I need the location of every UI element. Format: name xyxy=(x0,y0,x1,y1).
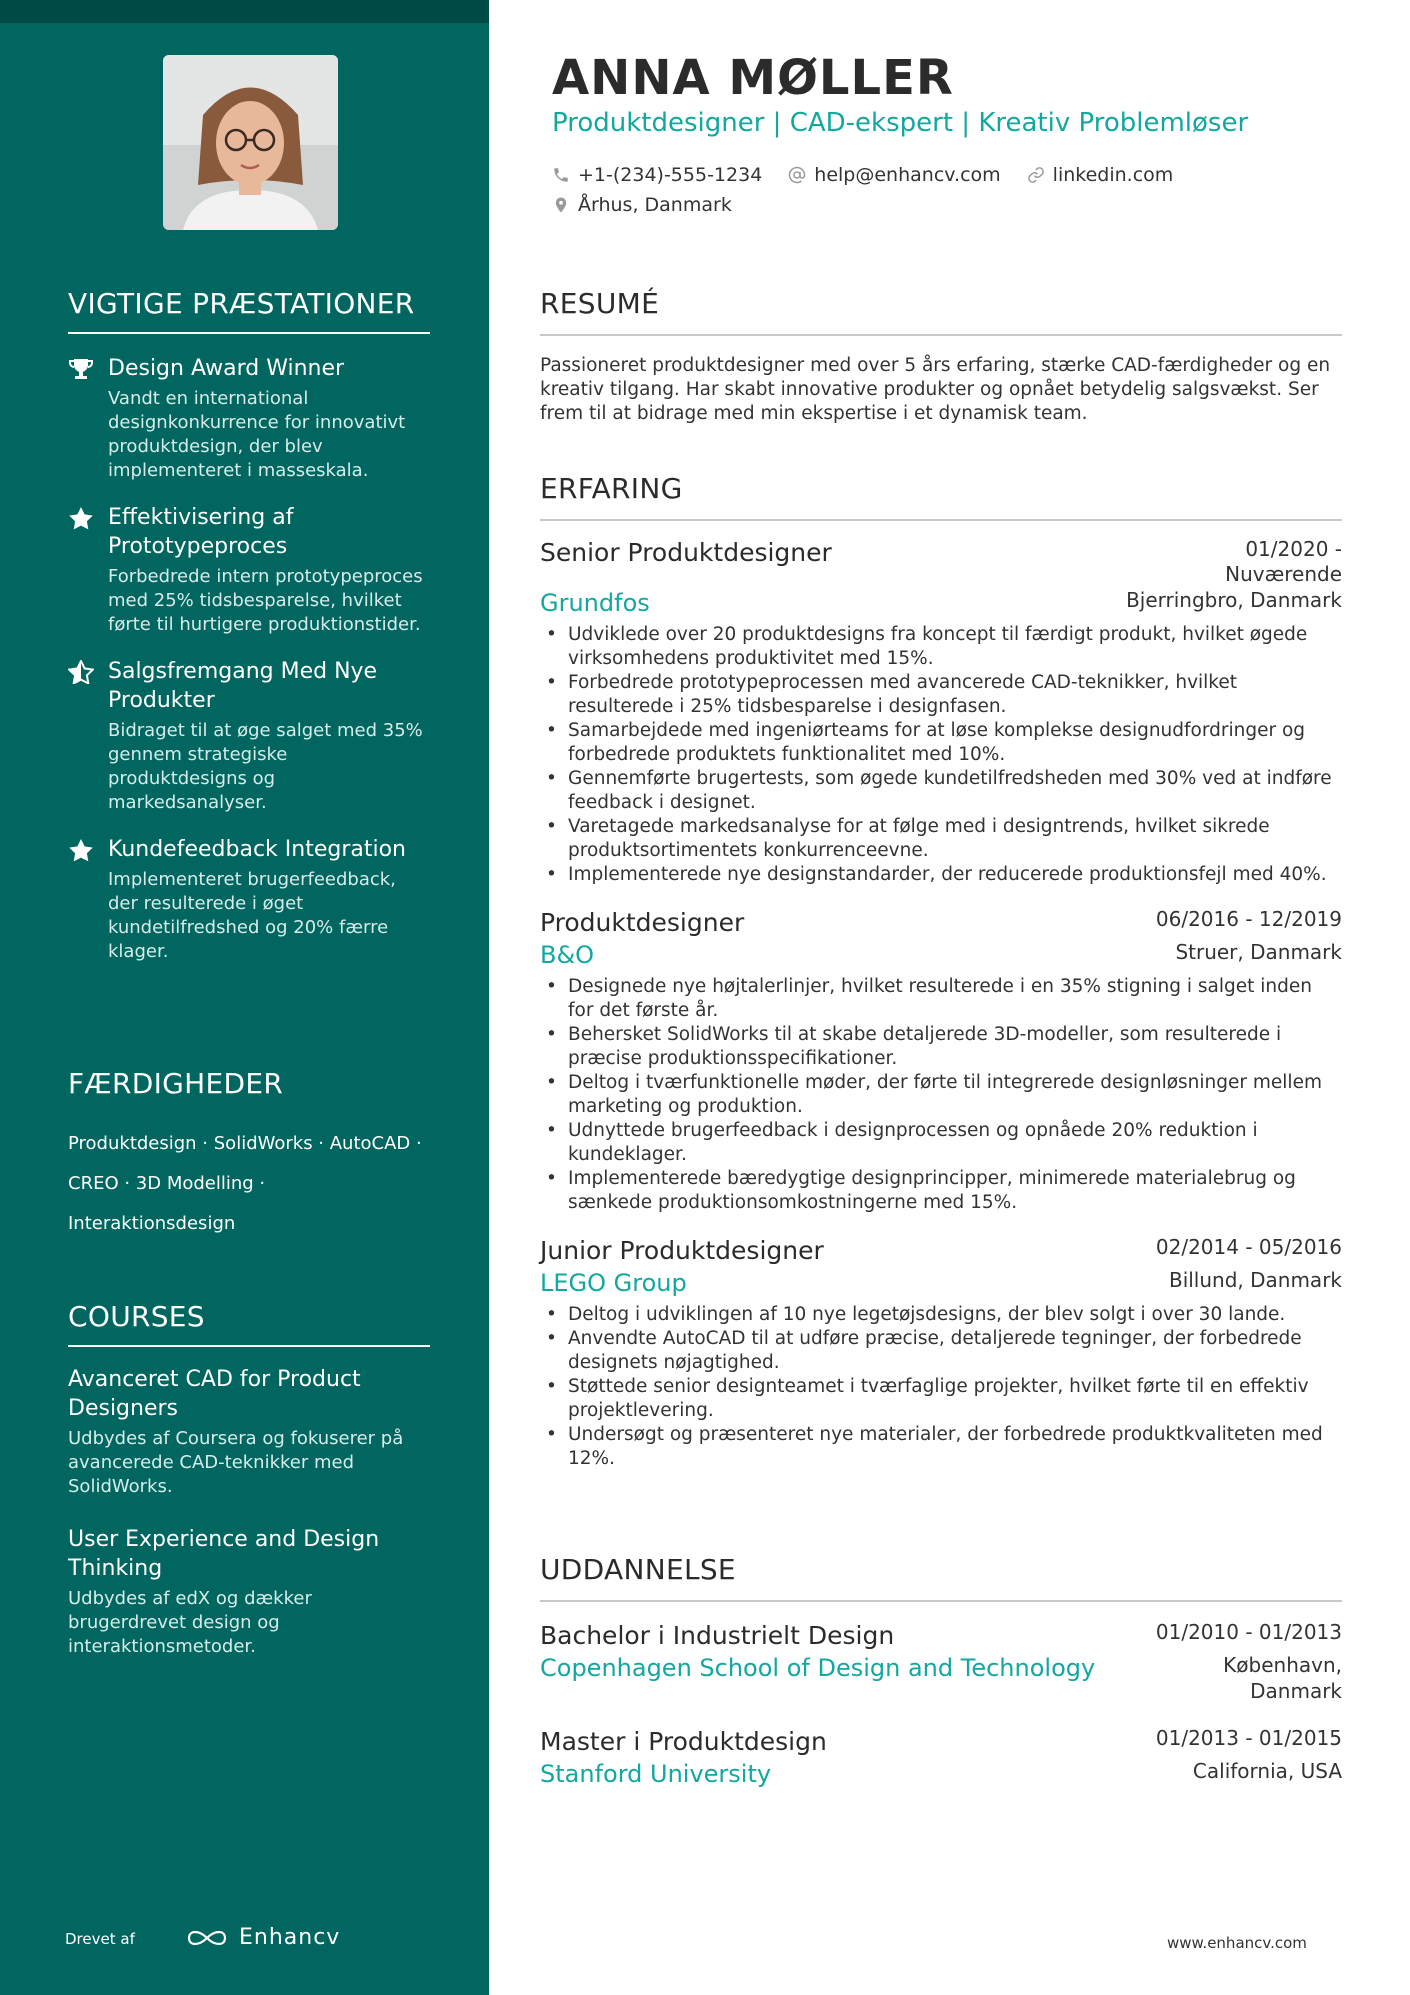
job-bullet: • Udviklede over 20 produktdesigns fra koncept til færdigt produkt, hvilket øgede virksomhedens produktivitet med 15%. xyxy=(540,623,1342,671)
job-title: Produktdesigner xyxy=(540,908,745,937)
trophy-icon xyxy=(68,357,94,381)
linkedin-text: linkedin.com xyxy=(1052,164,1174,186)
job-company: Grundfos xyxy=(540,589,650,617)
linkedin-contact[interactable] xyxy=(1027,164,1174,186)
skills-section xyxy=(68,1067,430,1244)
skills-line: Interaktionsdesign xyxy=(68,1213,236,1234)
achievement-title: Effektivisering af Prototypeproces xyxy=(108,505,294,559)
skills-line: Produktdesign · SolidWorks · AutoCAD · xyxy=(68,1133,422,1154)
job-title: Senior Produktdesigner xyxy=(540,538,832,567)
education-section xyxy=(540,1553,1342,1790)
summary-text: Passioneret produktdesigner med over 5 års erfaring, stærke CAD-færdigheder og en kreativ tilgang. Har skabt innovative produkter og opnået betydelig salgsvækst. Ser frem til at bidrage med min ekspertise i et dynamisk team. xyxy=(540,355,1331,424)
email-contact[interactable] xyxy=(788,164,1000,186)
job-bullet: • Anvendte AutoCAD til at udføre præcise, detaljerede tegninger, der forbedrede designets nøjagtighed. xyxy=(540,1327,1342,1375)
achievements-heading: VIGTIGE PRÆSTATIONER xyxy=(68,287,430,334)
location-text: Århus, Danmark xyxy=(578,194,732,216)
job-entry xyxy=(540,537,1342,887)
job-location: Bjerringbro, Danmark xyxy=(1126,588,1342,612)
job-bullet: • Deltog i tværfunktionelle møder, der førte til integrerede designløsninger mellem marketing og produktion. xyxy=(540,1071,1342,1119)
candidate-headline: Produktdesigner | CAD-ekspert | Kreativ Problemløser xyxy=(552,108,1249,138)
course-title: Avanceret CAD for Product Designers xyxy=(68,1367,361,1421)
course-description: Udbydes af edX og dækker brugerdrevet design og interaktionsmetoder. xyxy=(68,1588,312,1657)
link-icon xyxy=(1027,166,1045,184)
enhancv-logo-text: Enhancv xyxy=(239,1925,341,1950)
location-contact xyxy=(552,194,732,216)
job-company: LEGO Group xyxy=(540,1269,687,1297)
achievement-item xyxy=(68,835,430,964)
sidebar-top-bar xyxy=(0,0,489,23)
job-bullet: • Samarbejdede med ingeniørteams for at løse komplekse designudfordringer og forbedrede produktets funktionalitet med 10%. xyxy=(540,719,1342,767)
enhancv-logo-icon xyxy=(185,1927,229,1949)
courses-heading: COURSES xyxy=(68,1300,430,1347)
job-entry xyxy=(540,1235,1342,1471)
job-bullets xyxy=(540,975,1342,1215)
education-degree: Master i Produktdesign xyxy=(540,1727,827,1756)
sidebar xyxy=(0,0,489,1995)
powered-by-label: Drevet af xyxy=(65,1930,135,1948)
skills-line: CREO · 3D Modelling · xyxy=(68,1173,266,1194)
course-title: User Experience and Design Thinking xyxy=(68,1527,380,1581)
job-bullet: • Implementerede bæredygtige designprincipper, minimerede materialebrug og sænkede produktionsomkostningerne med 15%. xyxy=(540,1167,1342,1215)
contact-info xyxy=(552,160,1342,220)
star-icon xyxy=(68,506,94,530)
job-bullet: • Udnyttede brugerfeedback i designprocessen og opnåede 20% reduktion i kundeklager. xyxy=(540,1119,1342,1167)
course-item xyxy=(68,1525,430,1659)
job-date: 01/2020 - Nuværende xyxy=(1225,537,1342,586)
course-description: Udbydes af Coursera og fokuserer på avancerede CAD-teknikker med SolidWorks. xyxy=(68,1428,404,1497)
education-entry xyxy=(540,1726,1342,1790)
education-degree: Bachelor i Industrielt Design xyxy=(540,1621,895,1650)
job-date: 02/2014 - 05/2016 xyxy=(1155,1235,1342,1259)
education-date: 01/2013 - 01/2015 xyxy=(1155,1726,1342,1750)
education-entry xyxy=(540,1620,1342,1704)
job-company: B&O xyxy=(540,941,595,969)
experience-section xyxy=(540,472,1342,1471)
course-item xyxy=(68,1365,430,1499)
job-bullet: • Gennemførte brugertests, som øgede kundetilfredsheden med 30% ved at indføre feedback i designet. xyxy=(540,767,1342,815)
job-bullet: • Støttede senior designteamet i tværfaglige projekter, hvilket førte til en effektiv projektlevering. xyxy=(540,1375,1342,1423)
star-icon xyxy=(68,838,94,862)
job-location: Struer, Danmark xyxy=(1175,940,1342,964)
achievement-description: Forbedrede intern prototypeproces med 25% tidsbesparelse, hvilket førte til hurtigere produktionstider. xyxy=(108,566,423,635)
footer-url[interactable]: www.enhancv.com xyxy=(1167,1934,1307,1952)
achievement-item xyxy=(68,354,430,483)
job-bullet: • Deltog i udviklingen af 10 nye legetøjsdesigns, der blev solgt i over 30 lande. xyxy=(540,1303,1342,1327)
job-bullets xyxy=(540,1303,1342,1471)
location-pin-icon xyxy=(552,196,570,214)
achievement-title: Design Award Winner xyxy=(108,356,345,381)
job-date: 06/2016 - 12/2019 xyxy=(1155,907,1342,931)
job-location: Billund, Danmark xyxy=(1168,1268,1342,1292)
email-text: help@enhancv.com xyxy=(814,164,1001,186)
experience-heading: ERFARING xyxy=(540,472,1342,521)
courses-section xyxy=(68,1300,430,1659)
skills-list xyxy=(68,1124,430,1244)
job-bullet: • Implementerede nye designstandarder, der reducerede produktionsfejl med 40%. xyxy=(540,863,1342,887)
job-bullet: • Behersket SolidWorks til at skabe detaljerede 3D-modeller, som resulterede i præcise produktionsspecifikationer. xyxy=(540,1023,1342,1071)
achievement-title: Kundefeedback Integration xyxy=(108,837,406,862)
job-bullet: • Undersøgt og præsenteret nye materialer, der forbedrede produktkvaliteten med 12%. xyxy=(540,1423,1342,1471)
job-bullet: • Varetagede markedsanalyse for at følge med i designtrends, hvilket sikrede produktsortimentets konkurrenceevne. xyxy=(540,815,1342,863)
job-title: Junior Produktdesigner xyxy=(540,1236,824,1265)
achievement-description: Vandt en international designkonkurrence for innovativt produktdesign, der blev implementeret i masseskala. xyxy=(108,388,406,481)
education-school: Copenhagen School of Design and Technology xyxy=(540,1654,1096,1682)
phone-icon xyxy=(552,166,570,184)
achievement-title: Salgsfremgang Med Nye Produkter xyxy=(108,659,378,713)
education-school: Stanford University xyxy=(540,1760,772,1788)
phone-text: +1-(234)-555-1234 xyxy=(578,164,763,186)
profile-photo xyxy=(163,55,338,230)
at-icon xyxy=(788,166,806,184)
enhancv-logo[interactable] xyxy=(185,1925,340,1950)
achievement-description: Bidraget til at øge salget med 35% gennem strategiske produktdesigns og markedsanalyser. xyxy=(108,720,423,813)
achievement-description: Implementeret brugerfeedback, der resulterede i øget kundetilfredshed og 20% færre klager. xyxy=(108,869,396,962)
candidate-name: ANNA MØLLER xyxy=(552,50,954,106)
phone-contact[interactable] xyxy=(552,164,762,186)
half-star-icon xyxy=(68,660,94,684)
education-location: California, USA xyxy=(1192,1759,1342,1783)
job-bullet: • Designede nye højtalerlinjer, hvilket resulterede i en 35% stigning i salget inden for det første år. xyxy=(540,975,1342,1023)
achievements-section xyxy=(68,287,430,964)
skills-heading: FÆRDIGHEDER xyxy=(68,1067,284,1100)
education-location: København, Danmark xyxy=(1223,1653,1342,1703)
job-bullets xyxy=(540,623,1342,887)
job-bullet: • Forbedrede prototypeprocessen med avancerede CAD-teknikker, hvilket resulterede i 25% tidsbesparelse i designfasen. xyxy=(540,671,1342,719)
education-date: 01/2010 - 01/2013 xyxy=(1155,1620,1342,1644)
summary-section xyxy=(540,287,1342,426)
summary-heading: RESUMÉ xyxy=(540,287,1342,336)
achievement-item xyxy=(68,657,430,815)
achievement-item xyxy=(68,503,430,637)
education-heading: UDDANNELSE xyxy=(540,1553,1342,1602)
job-entry xyxy=(540,907,1342,1215)
